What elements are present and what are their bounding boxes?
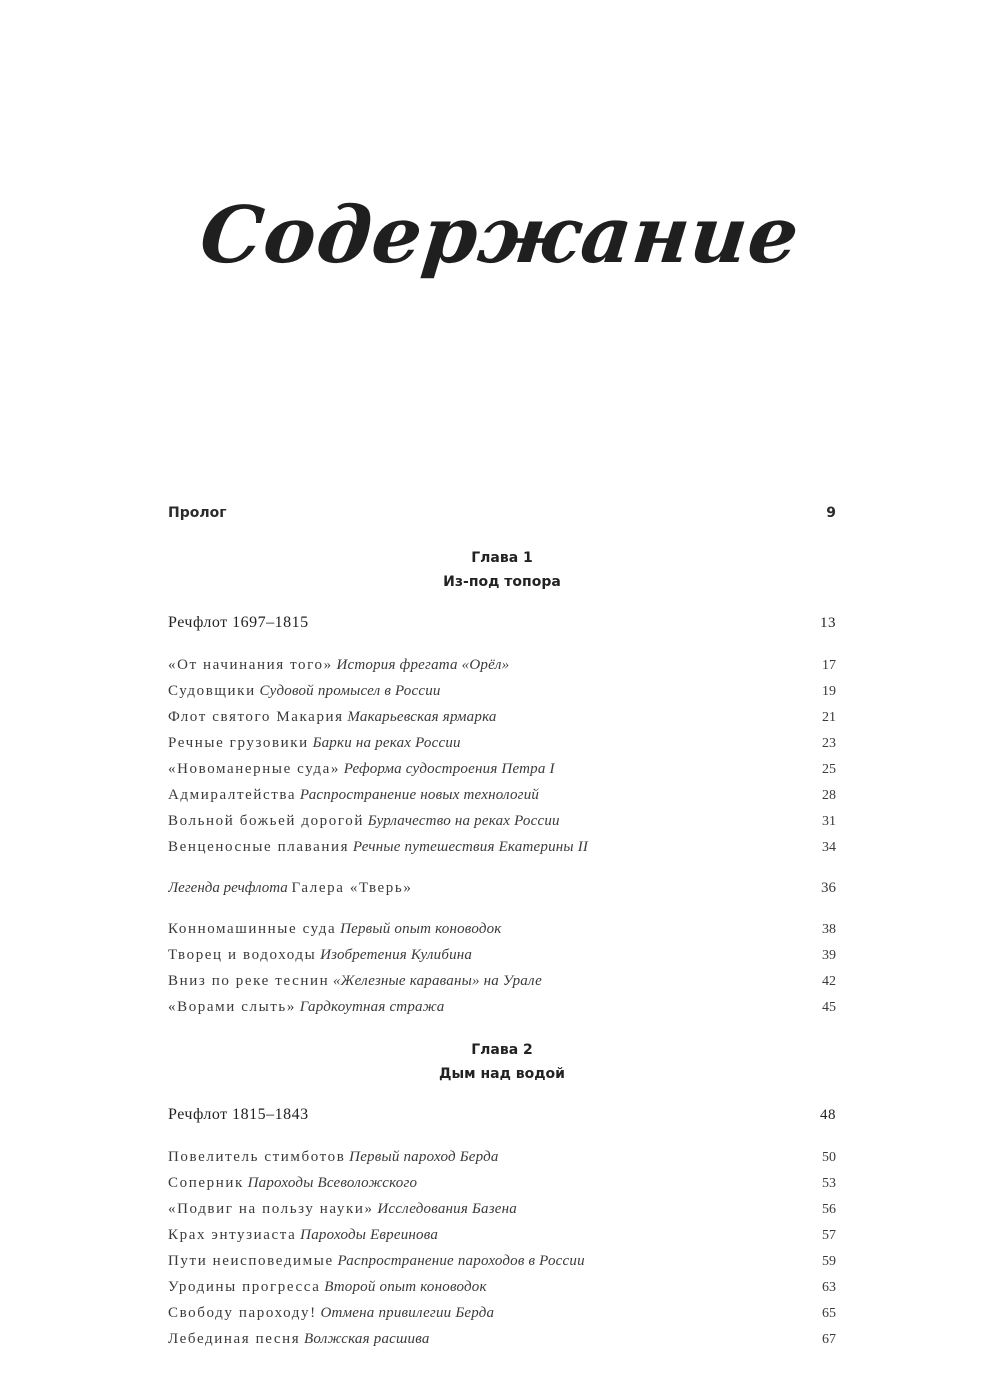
toc-page-number: 56: [822, 1202, 836, 1217]
entry-title: Повелитель стимботов: [168, 1149, 346, 1165]
toc-row-label: Речфлот 1815–1843: [168, 1106, 309, 1123]
toc-row-label: Пролог: [168, 505, 227, 521]
entry-subtitle: Речные путешествия Екатерины II: [352, 839, 589, 855]
entry-title: «Ворами слыть»: [168, 999, 296, 1015]
entry-title: Галера «Тверь»: [291, 880, 413, 896]
toc-page-number: 21: [822, 710, 836, 725]
toc-page-number: 25: [822, 762, 836, 777]
toc-entry-legend: [168, 874, 836, 902]
toc-page-number: 36: [821, 880, 836, 896]
chapter-2-entries: [168, 1144, 836, 1352]
entry-subtitle: Гардкоутная стража: [299, 999, 445, 1015]
toc-entry: [168, 994, 836, 1020]
toc-entry: [168, 808, 836, 834]
entry-subtitle: Пароходы Евреинова: [300, 1227, 439, 1243]
toc-page-number: 45: [822, 1000, 836, 1015]
chapter-2-heading: [168, 1038, 836, 1086]
chapter-number: Глава 2: [471, 1042, 533, 1058]
entry-title: Пути неисповедимые: [168, 1253, 334, 1269]
page-title: Содержание: [196, 190, 804, 281]
entry-subtitle: Распространение новых технологий: [299, 787, 540, 803]
entry-subtitle: Отмена привилегии Берда: [320, 1305, 495, 1321]
toc-page-number: 50: [822, 1150, 836, 1165]
chapter-1-entries-continued: [168, 916, 836, 1020]
toc-entry: [168, 834, 836, 860]
entry-title: Лебединая песня: [168, 1331, 301, 1347]
entry-subtitle: Макарьевская ярмарка: [347, 709, 497, 725]
toc-page-number: 38: [822, 922, 836, 937]
toc-entry: [168, 968, 836, 994]
toc-page-number: 34: [822, 840, 836, 855]
toc-row-prolog: [168, 498, 836, 528]
entry-subtitle: Волжская расшива: [304, 1331, 430, 1347]
entry-title: Соперник: [168, 1175, 244, 1191]
toc-page-number: 9: [826, 505, 836, 521]
toc-entry: [168, 678, 836, 704]
toc-row-period: [168, 608, 836, 638]
toc-entry: [168, 1144, 836, 1170]
toc-entry: [168, 916, 836, 942]
entry-title: «Подвиг на пользу науки»: [168, 1201, 374, 1217]
toc-entry: [168, 1196, 836, 1222]
toc-page-number: 48: [820, 1107, 836, 1123]
chapter-name: Дым над водой: [439, 1066, 565, 1082]
entry-subtitle: Распространение пароходов в России: [337, 1253, 585, 1269]
toc-page-number: 28: [822, 788, 836, 803]
toc-page-number: 19: [822, 684, 836, 699]
toc-page-number: 65: [822, 1306, 836, 1321]
entry-title: Венценосные плавания: [168, 839, 350, 855]
toc-page-number: 67: [822, 1332, 836, 1347]
entry-title: Вниз по реке теснин: [168, 973, 330, 989]
toc-entry: [168, 1170, 836, 1196]
entry-subtitle: «Железные караваны» на Урале: [332, 973, 542, 989]
entry-title: Свободу пароходу!: [168, 1305, 317, 1321]
entry-subtitle: История фрегата «Орёл»: [336, 657, 510, 673]
toc-page-number: 31: [822, 814, 836, 829]
toc-entry: [168, 704, 836, 730]
toc-page-number: 53: [822, 1176, 836, 1191]
toc-entry: [168, 1274, 836, 1300]
toc-entry: [168, 782, 836, 808]
entry-title: «Новоманерные суда»: [168, 761, 340, 777]
toc-entry: [168, 1248, 836, 1274]
entry-title: Конномашинные суда: [168, 921, 337, 937]
entry-title: Судовщики: [168, 683, 256, 699]
chapter-1-entries: [168, 652, 836, 860]
entry-title: Вольной божьей дорогой: [168, 813, 364, 829]
toc-page-number: 23: [822, 736, 836, 751]
toc-page-number: 59: [822, 1254, 836, 1269]
entry-title: Уродины прогресса: [168, 1279, 321, 1295]
entry-title: «От начинания того»: [168, 657, 333, 673]
toc-page-number: 17: [822, 658, 836, 673]
entry-subtitle: Бурлачество на реках России: [367, 813, 560, 829]
entry-subtitle: Легенда речфлота: [168, 880, 288, 896]
entry-subtitle: Барки на реках России: [312, 735, 461, 751]
chapter-number: Глава 1: [471, 550, 533, 566]
toc-page-number: 42: [822, 974, 836, 989]
toc-row-label: Речфлот 1697–1815: [168, 614, 309, 631]
toc-page-number: 39: [822, 948, 836, 963]
chapter-name: Из-под топора: [443, 574, 561, 590]
toc-page-number: 63: [822, 1280, 836, 1295]
toc-entry: [168, 756, 836, 782]
toc-entry: [168, 1300, 836, 1326]
entry-title: Флот святого Макария: [168, 709, 344, 725]
table-of-contents: [168, 498, 836, 1352]
toc-page-number: 13: [820, 615, 836, 631]
entry-subtitle: Судовой промысел в России: [259, 683, 441, 699]
entry-subtitle: Второй опыт коноводок: [324, 1279, 487, 1295]
entry-title: Речные грузовики: [168, 735, 309, 751]
toc-row-period: [168, 1100, 836, 1130]
entry-subtitle: Первый пароход Берда: [349, 1149, 499, 1165]
entry-subtitle: Изобретения Кулибина: [320, 947, 473, 963]
entry-title: Творец и водоходы: [168, 947, 317, 963]
entry-title: Крах энтузиаста: [168, 1227, 297, 1243]
entry-subtitle: Исследования Базена: [377, 1201, 517, 1217]
toc-page-number: 57: [822, 1228, 836, 1243]
toc-entry: [168, 730, 836, 756]
entry-subtitle: Пароходы Всеволожского: [247, 1175, 418, 1191]
toc-entry: [168, 1222, 836, 1248]
entry-title: Адмиралтейства: [168, 787, 297, 803]
entry-subtitle: Первый опыт коноводок: [340, 921, 502, 937]
toc-entry: [168, 942, 836, 968]
toc-entry: [168, 652, 836, 678]
toc-entry: [168, 1326, 836, 1352]
chapter-1-heading: [168, 546, 836, 594]
entry-subtitle: Реформа судостроения Петра I: [343, 761, 555, 777]
